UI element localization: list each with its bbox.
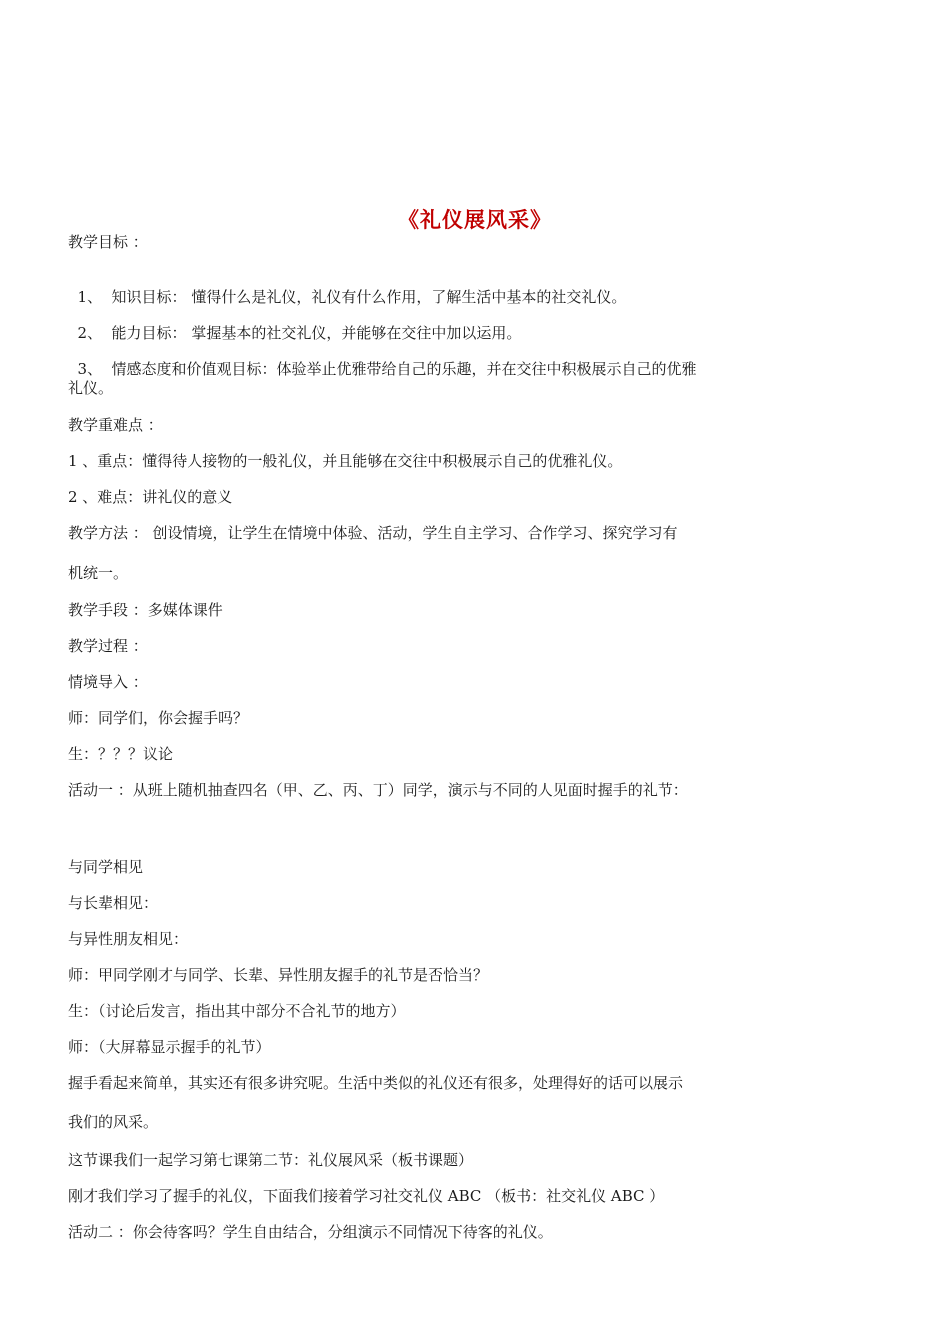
key-point-item: 1 、重点：懂得待人接物的一般礼仪，并且能够在交往中积极展示自己的优雅礼仪。 <box>68 452 623 470</box>
activity-one: 活动一 ：从班上随机抽查四名（甲、乙、丙、丁）同学，演示与不同的人见面时握手的礼节： <box>68 781 688 799</box>
section-heading-key-points: 教学重难点 ： <box>68 416 163 434</box>
goal-item-3 <box>68 339 697 379</box>
paragraph-continuation: 机统一。 <box>68 564 129 582</box>
section-heading-intro: 情境导入 ： <box>68 673 148 691</box>
dialogue-line: 师：（大屏幕显示握手的礼节） <box>68 1038 271 1056</box>
list-item: 与异性朋友相见： <box>68 930 189 948</box>
paragraph-continuation: 礼仪。 <box>68 379 114 397</box>
goal-number: 2、 <box>77 324 103 342</box>
goal-item-2 <box>68 303 521 343</box>
goal-text: 知识目标： 懂得什么是礼仪，礼仪有什么作用，了解生活中基本的社交礼仪。 <box>111 288 627 306</box>
goal-text: 情感态度和价值观目标：体验举止优雅带给自己的乐趣，并在交往中积极展示自己的优雅 <box>111 360 697 378</box>
list-item: 与长辈相见： <box>68 894 159 912</box>
activity-two: 活动二 ：你会待客吗？学生自由结合，分组演示不同情况下待客的礼仪。 <box>68 1223 553 1241</box>
goal-number: 1、 <box>77 288 103 306</box>
teaching-method: 教学方法 ： 创设情境，让学生在情境中体验、活动，学生自主学习、合作学习、探究学习有 <box>68 524 678 542</box>
teaching-means: 教学手段 ：多媒体课件 <box>68 601 223 619</box>
goal-item-1 <box>68 267 626 307</box>
paragraph: 刚才我们学习了握手的礼仪，下面我们接着学习社交礼仪 ABC （板书：社交礼仪 ABC ） <box>68 1187 665 1205</box>
section-heading-goals: 教学目标 ： <box>68 233 148 251</box>
dialogue-line: 生：？？？议论 <box>68 745 174 763</box>
paragraph: 这节课我们一起学习第七课第二节：礼仪展风采（板书课题） <box>68 1151 474 1169</box>
dialogue-line: 师：甲同学刚才与同学、长辈、异性朋友握手的礼节是否恰当？ <box>68 966 489 984</box>
dialogue-line: 生：（讨论后发言，指出其中部分不合礼节的地方） <box>68 1002 406 1020</box>
difficulty-item: 2 、难点：讲礼仪的意义 <box>68 488 233 506</box>
paragraph: 握手看起来简单，其实还有很多讲究呢。生活中类似的礼仪还有很多，处理得好的话可以展示 <box>68 1074 684 1092</box>
goal-number: 3、 <box>77 360 103 378</box>
document-title: 《礼仪展风采》 <box>398 208 552 232</box>
section-heading-process: 教学过程 ： <box>68 637 148 655</box>
goal-text: 能力目标： 掌握基本的社交礼仪，并能够在交往中加以运用。 <box>111 324 522 342</box>
paragraph-continuation: 我们的风采。 <box>68 1113 159 1131</box>
list-item: 与同学相见 <box>68 858 144 876</box>
dialogue-line: 师：同学们，你会握手吗？ <box>68 709 249 727</box>
